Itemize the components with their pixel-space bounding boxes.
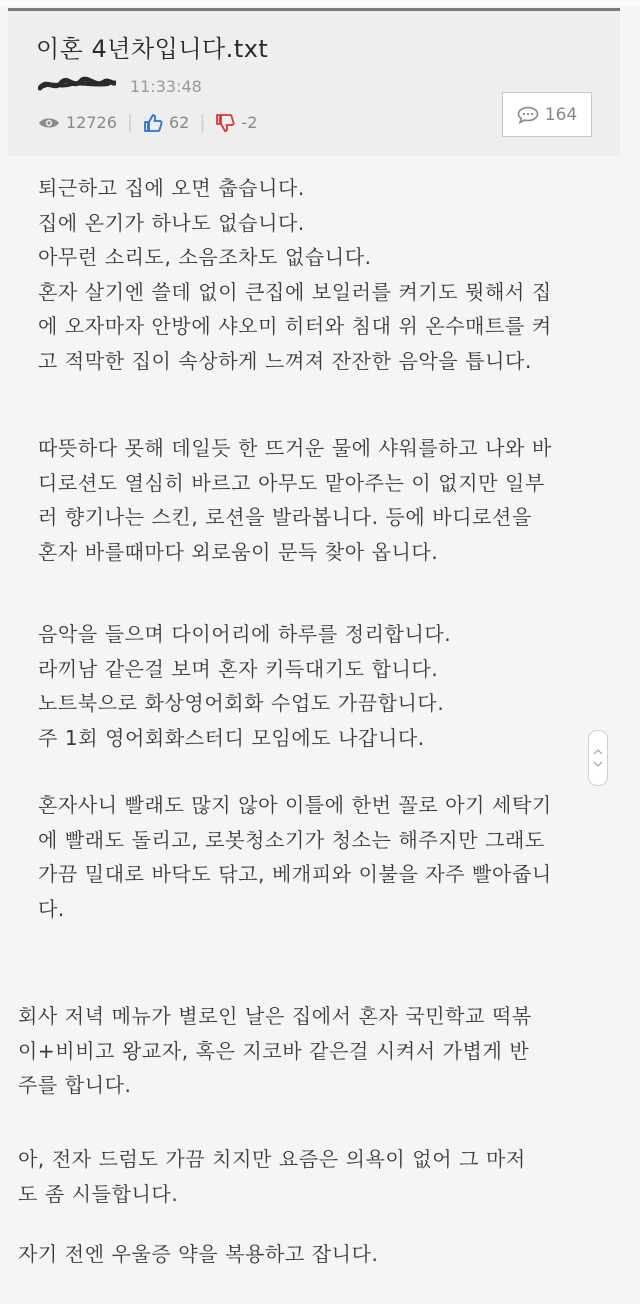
text-line: 러 향기나는 스킨, 로션을 발라봅니다. 등에 바디로션을 <box>38 505 532 529</box>
paragraph-3 <box>38 617 451 755</box>
text-line: 음악을 들으며 다이어리에 하루를 정리합니다. <box>38 622 452 646</box>
paragraph-1 <box>38 171 552 378</box>
paragraph-5 <box>18 999 532 1103</box>
text-line: 아무런 소리도, 소음조차도 없습니다. <box>38 245 372 269</box>
like-count: 62 <box>168 113 190 132</box>
comment-button[interactable] <box>502 92 592 137</box>
like-button[interactable] <box>143 113 189 133</box>
comment-count: 164 <box>544 104 578 125</box>
author-name-redacted <box>38 74 116 94</box>
chevron-up-icon <box>593 749 603 755</box>
paragraph-7 <box>18 1237 378 1272</box>
top-edge <box>0 0 640 6</box>
paragraph-2 <box>38 431 552 569</box>
paragraph-4 <box>38 788 552 926</box>
view-count-value: 12726 <box>66 113 117 132</box>
post-time: 11:33:48 <box>130 77 202 96</box>
post-header <box>8 8 620 156</box>
text-line: 아, 전자 드럼도 가끔 치지만 요즘은 의욕이 없어 그 마저 <box>18 1147 526 1171</box>
text-line: 퇴근하고 집에 오면 춥습니다. <box>38 176 305 200</box>
chevron-down-icon <box>593 761 603 767</box>
text-line: 디로션도 열심히 바르고 아무도 맡아주는 이 없지만 일부 <box>38 470 545 495</box>
speech-bubble-icon <box>517 106 539 124</box>
thumbs-up-icon <box>143 113 163 133</box>
dislike-count: -2 <box>241 113 258 132</box>
text-line: 회사 저녁 메뉴가 별로인 날은 집에서 혼자 국민학교 떡볶 <box>18 1004 532 1028</box>
text-line: 가끔 밀대로 바닥도 닦고, 베개피와 이불을 자주 빨아줍니 <box>38 862 552 886</box>
eye-icon <box>38 116 60 130</box>
text-line: 주 1회 영어회화스터디 모임에도 나갑니다. <box>38 725 425 750</box>
text-line: 자기 전엔 우울증 약을 복용하고 잡니다. <box>18 1242 379 1266</box>
text-line: 집에 온기가 하나도 없습니다. <box>38 210 305 235</box>
post-title: 이혼 4년차입니다.txt <box>36 35 269 63</box>
post-body <box>0 153 640 1304</box>
dislike-button[interactable] <box>215 113 257 133</box>
scrollbar-thumb[interactable] <box>588 730 608 786</box>
text-line: 고 적막한 집이 속상하게 느껴져 잔잔한 음악을 틉니다. <box>38 348 532 373</box>
text-line: 혼자 바를때마다 외로움이 문득 찾아 옵니다. <box>38 539 439 564</box>
text-line: 에 오자마자 안방에 샤오미 히터와 침대 위 온수매트를 켜 <box>38 314 552 338</box>
text-line: 혼자사니 빨래도 많지 않아 이틀에 한번 꼴로 아기 세탁기 <box>38 793 552 817</box>
text-line: 주를 합니다. <box>18 1073 132 1097</box>
view-count <box>38 113 117 132</box>
text-line: 도 좀 시들합니다. <box>18 1181 179 1206</box>
text-line: 라끼남 같은걸 보며 혼자 키득대기도 합니다. <box>38 656 439 681</box>
post-stats <box>38 112 257 133</box>
text-line: 다. <box>38 896 65 921</box>
text-line: 이+비비고 왕교자, 혹은 지코바 같은걸 시켜서 가볍게 반 <box>18 1038 530 1063</box>
text-line: 에 빨래도 돌리고, 로봇청소기가 청소는 해주지만 그래도 <box>38 827 545 852</box>
stat-divider: | <box>199 112 206 133</box>
text-line: 따뜻하다 못해 데일듯 한 뜨거운 물에 샤워를하고 나와 바 <box>38 436 552 460</box>
paragraph-6 <box>18 1142 526 1211</box>
thumbs-down-icon <box>215 113 235 133</box>
stat-divider: | <box>126 112 133 133</box>
text-line: 혼자 살기엔 쓸데 없이 큰집에 보일러를 켜기도 뭣해서 집 <box>38 279 552 304</box>
text-line: 노트북으로 화상영어회화 수업도 가끔합니다. <box>38 691 445 715</box>
